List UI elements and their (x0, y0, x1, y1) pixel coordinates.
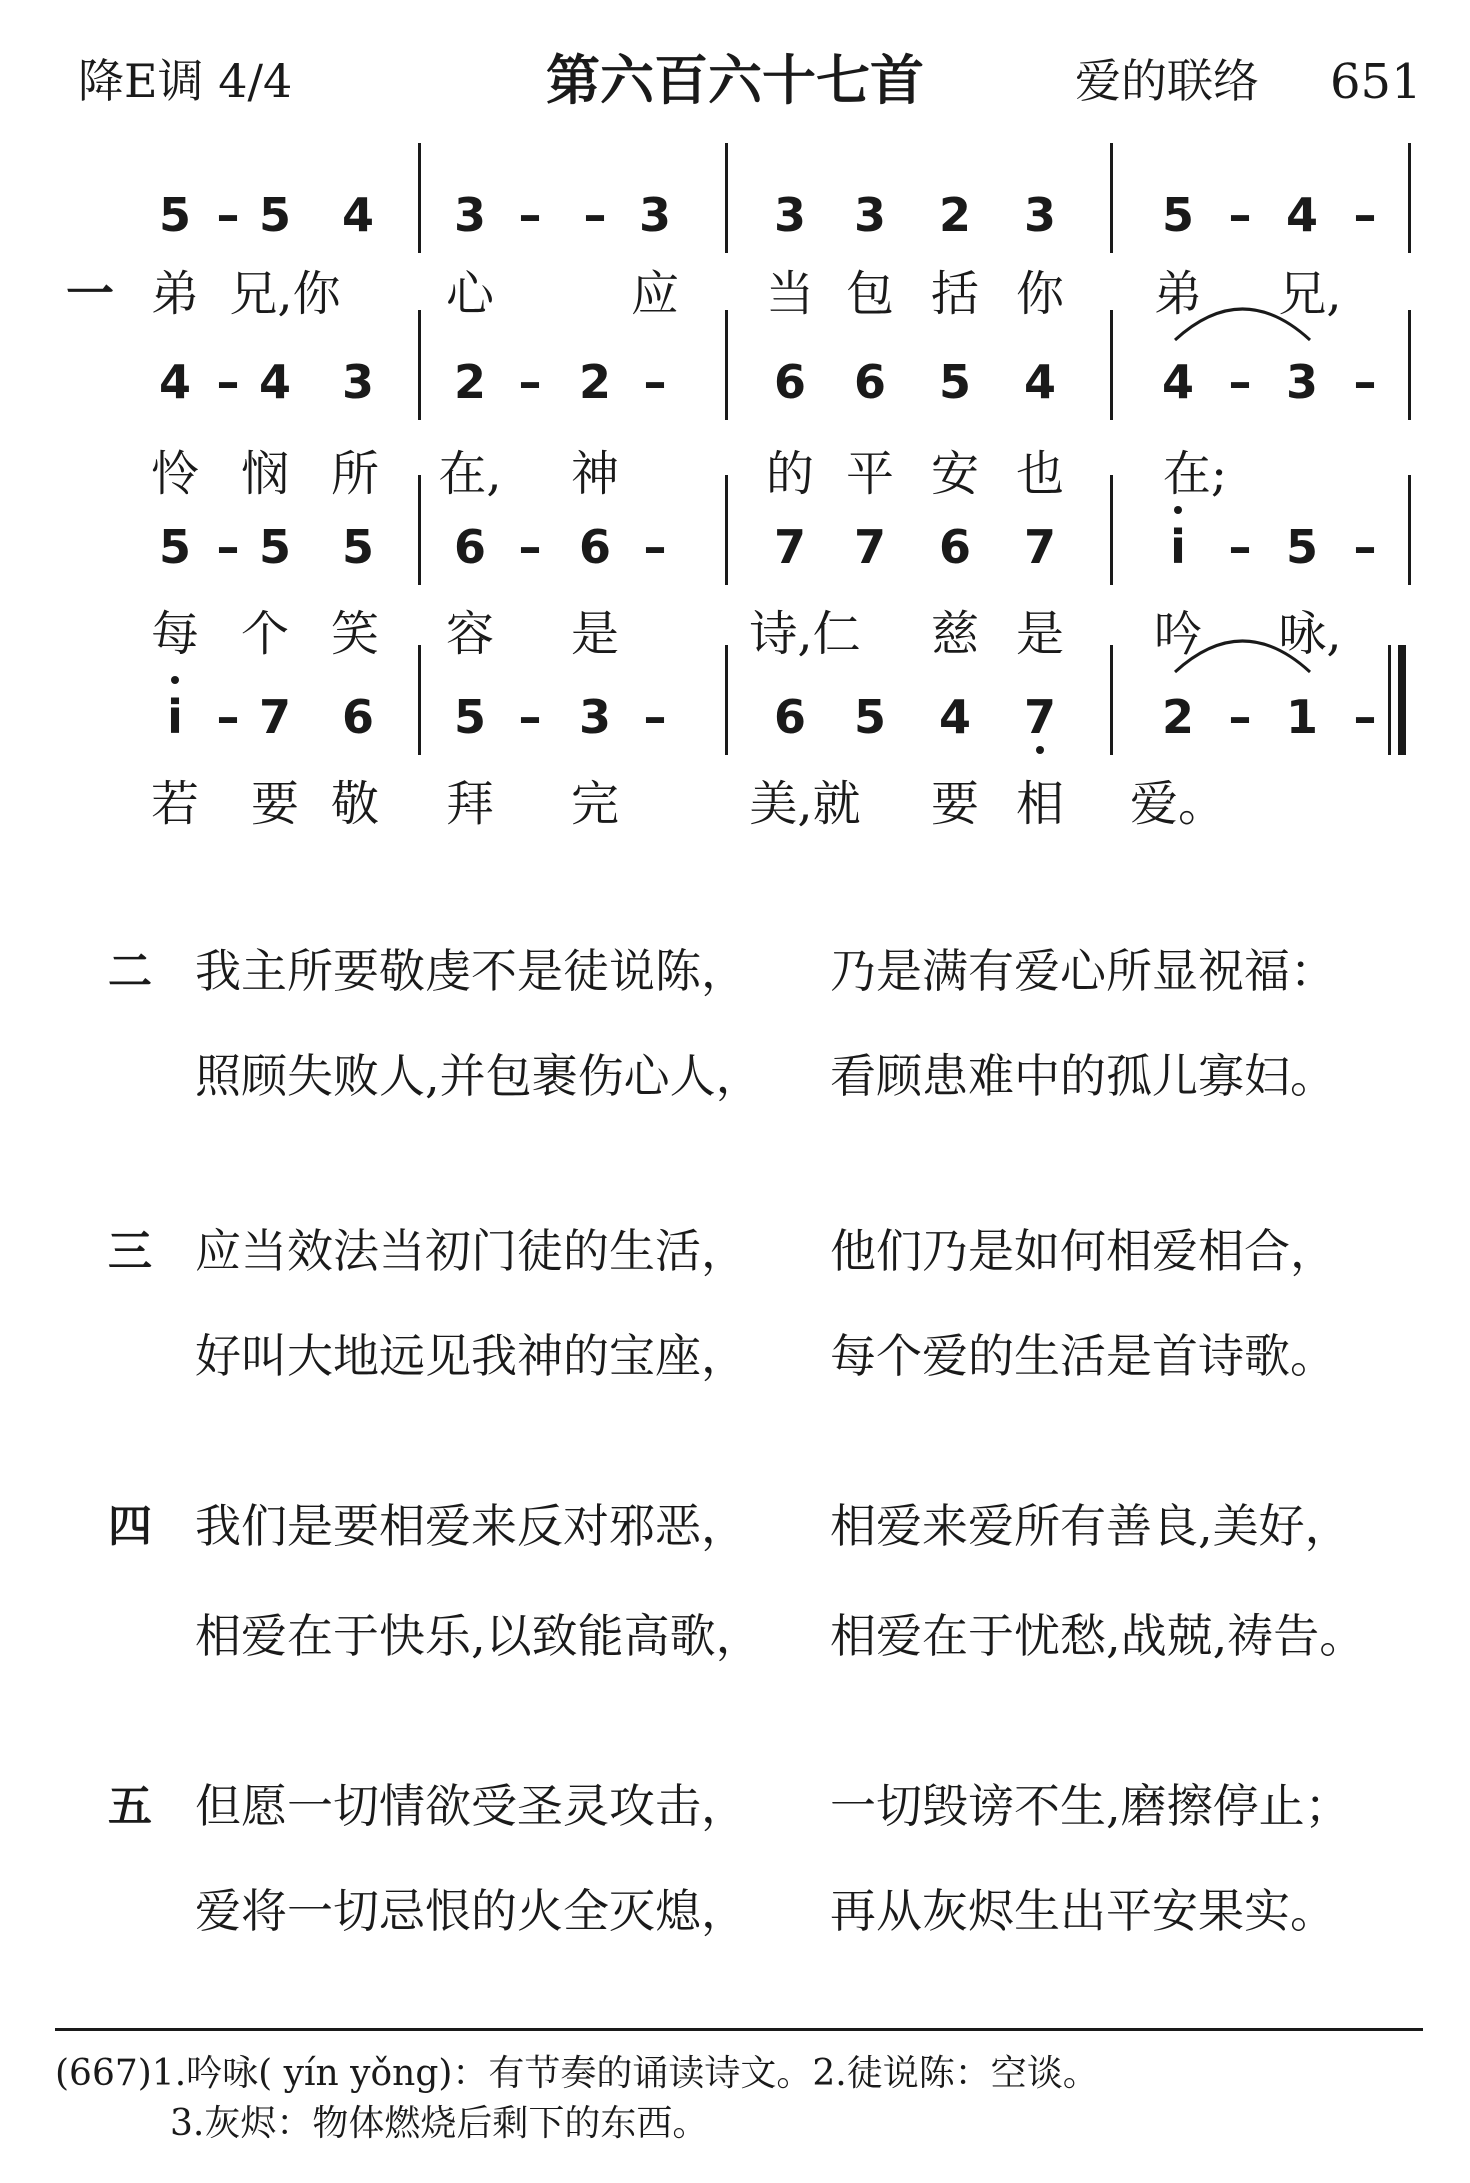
dash-mark: – (643, 520, 667, 574)
dash-mark: – (216, 355, 240, 409)
verse-phrase-b: 相爱来爱所有善良,美好， (830, 1499, 1351, 1553)
note: 4 (1161, 355, 1195, 409)
note: 4 (341, 188, 375, 242)
note: 4 (1285, 188, 1319, 242)
lyric-syllable: 安 (930, 446, 980, 502)
verse-phrase-a: 爱将一切忌恨的火全灭熄， (195, 1884, 747, 1938)
verse-phrase-a: 照顾失败人,并包裹伤心人， (195, 1049, 762, 1103)
verse-phrase-a: 相爱在于快乐,以致能高歌， (195, 1609, 762, 1663)
lyric-syllable: 弟 (150, 266, 200, 322)
hymn-name: 爱的联络 (1075, 54, 1259, 108)
dash-mark: – (1353, 690, 1377, 744)
note: 5 (853, 690, 887, 744)
lyric-syllable: 完 (570, 776, 620, 832)
note: 4 (158, 355, 192, 409)
verse-phrase-b: 一切毁谤不生,磨擦停止； (830, 1779, 1351, 1833)
dash-mark: – (1228, 355, 1252, 409)
note: 7 (258, 690, 292, 744)
note: 6 (341, 690, 375, 744)
tie-layer (0, 0, 1470, 900)
dash-mark: – (1228, 520, 1252, 574)
dash-mark: – (518, 188, 542, 242)
verse-phrase-a: 应当效法当初门徒的生活， (195, 1224, 747, 1278)
note: 2 (1161, 690, 1195, 744)
verse-phrase-b: 每个爱的生活是首诗歌。 (830, 1329, 1336, 1383)
note: 4 (1023, 355, 1057, 409)
note: 7 (1023, 690, 1057, 744)
dash-mark: – (1353, 520, 1377, 574)
lyric-syllable: 怜 (150, 446, 200, 502)
note: 4 (938, 690, 972, 744)
note: 6 (938, 520, 972, 574)
dash-mark: – (1353, 188, 1377, 242)
note: 6 (453, 520, 487, 574)
hymn-title: 第六百六十七首 (546, 49, 924, 112)
verse-number: 五 (108, 1781, 152, 1832)
lyric-syllable: 爱。 (1129, 776, 1227, 832)
note: 7 (1023, 520, 1057, 574)
lyric-syllable: 每 (150, 606, 200, 662)
note: 6 (773, 355, 807, 409)
note: 3 (853, 188, 887, 242)
verse-phrase-b: 乃是满有爱心所显祝福： (830, 944, 1336, 998)
footnote-divider (55, 2028, 1423, 2031)
lyric-syllable: 是 (1015, 606, 1065, 662)
tie-arc (1175, 641, 1310, 672)
footnote-line-1: (667)1.吟咏( yín yǒng)：有节奏的诵读诗文。2.徒说陈：空谈。 (55, 2053, 1099, 2094)
note: 5 (158, 520, 192, 574)
tie-arc (1175, 309, 1310, 340)
lyric-syllable: 要 (250, 776, 300, 832)
lyric-syllable: 平 (845, 446, 895, 502)
key-signature: 降E调 4/4 (78, 54, 293, 108)
lyric-syllable: 个 (240, 606, 290, 662)
dash-mark: – (216, 520, 240, 574)
verse-phrase-b: 再从灰烬生出平安果实。 (830, 1884, 1336, 1938)
lyric-syllable: 应 (630, 266, 680, 322)
verse-number: 一 (65, 266, 115, 322)
lyric-syllable: 包 (845, 266, 895, 322)
lyric-syllable: 若 (150, 776, 200, 832)
dash-mark: – (518, 520, 542, 574)
dash-mark: – (583, 188, 607, 242)
lyric-syllable: 也 (1015, 446, 1065, 502)
lyric-syllable: 当 (765, 266, 815, 322)
lyric-syllable: 在, (438, 446, 502, 502)
verse-phrase-b: 看顾患难中的孤儿寡妇。 (830, 1049, 1336, 1103)
verse-number: 三 (108, 1226, 152, 1277)
lyric-syllable: 的 (765, 446, 815, 502)
note: 6 (773, 690, 807, 744)
dash-mark: – (1353, 355, 1377, 409)
lyric-syllable: 拜 (445, 776, 495, 832)
dash-mark: – (643, 355, 667, 409)
lyric-syllable: 吟 (1153, 606, 1203, 662)
note: 5 (1285, 520, 1319, 574)
note: 5 (258, 520, 292, 574)
lyric-syllable: 括 (930, 266, 980, 322)
verse-number: 四 (108, 1501, 152, 1552)
page-number: 651 (1330, 54, 1422, 110)
verse-phrase-a: 但愿一切情欲受圣灵攻击， (195, 1779, 747, 1833)
note: 5 (938, 355, 972, 409)
note: 5 (158, 188, 192, 242)
dash-mark: – (1228, 188, 1252, 242)
note: 3 (341, 355, 375, 409)
note: 2 (453, 355, 487, 409)
note: 3 (638, 188, 672, 242)
note: 2 (938, 188, 972, 242)
dash-mark: – (518, 690, 542, 744)
note: 3 (773, 188, 807, 242)
lyric-syllable: 心 (445, 266, 495, 322)
note: 6 (578, 520, 612, 574)
note: 5 (1161, 188, 1195, 242)
lyric-syllable: 是 (570, 606, 620, 662)
lyric-syllable: 相 (1015, 776, 1065, 832)
verse-number: 二 (108, 946, 152, 997)
lyric-syllable: 兄, (1278, 266, 1342, 322)
dash-mark: – (518, 355, 542, 409)
lyric-syllable: 敬 (330, 776, 380, 832)
footnote-line-2: 3.灰烬：物体燃烧后剩下的东西。 (170, 2103, 709, 2144)
verse-phrase-a: 我们是要相爱来反对邪恶， (195, 1499, 747, 1553)
lyric-syllable: 诗,仁 (749, 606, 861, 662)
verse-phrase-b: 相爱在于忧愁,战兢,祷告。 (830, 1609, 1366, 1663)
note: 3 (1023, 188, 1057, 242)
verse-phrase-b: 他们乃是如何相爱相合， (830, 1224, 1336, 1278)
lyric-syllable: 神 (570, 446, 620, 502)
note: 3 (1285, 355, 1319, 409)
note: 3 (578, 690, 612, 744)
note: 3 (453, 188, 487, 242)
lyric-syllable: 所 (330, 446, 380, 502)
note: 7 (773, 520, 807, 574)
lyric-syllable: 兄,你 (229, 266, 341, 322)
note: 4 (258, 355, 292, 409)
dash-mark: – (216, 690, 240, 744)
note: 5 (258, 188, 292, 242)
lyric-syllable: 容 (445, 606, 495, 662)
dash-mark: – (216, 188, 240, 242)
lyric-syllable: 你 (1015, 266, 1065, 322)
note: 2 (578, 355, 612, 409)
lyric-syllable: 美,就 (749, 776, 861, 832)
lyric-syllable: 弟 (1153, 266, 1203, 322)
dash-mark: – (643, 690, 667, 744)
verse-phrase-a: 我主所要敬虔不是徒说陈， (195, 944, 747, 998)
lyric-syllable: 笑 (330, 606, 380, 662)
verse-phrase-a: 好叫大地远见我神的宝座， (195, 1329, 747, 1383)
lyric-syllable: 在; (1162, 446, 1228, 502)
lyric-syllable: 慈 (930, 606, 980, 662)
note: 5 (453, 690, 487, 744)
note: 5 (341, 520, 375, 574)
dash-mark: – (1228, 690, 1252, 744)
lyric-syllable: 要 (930, 776, 980, 832)
note: i (167, 690, 183, 744)
note: 6 (853, 355, 887, 409)
note: i (1170, 520, 1186, 574)
note: 7 (853, 520, 887, 574)
note: 1 (1285, 690, 1319, 744)
lyric-syllable: 咏, (1278, 606, 1342, 662)
lyric-syllable: 悯 (240, 446, 290, 502)
